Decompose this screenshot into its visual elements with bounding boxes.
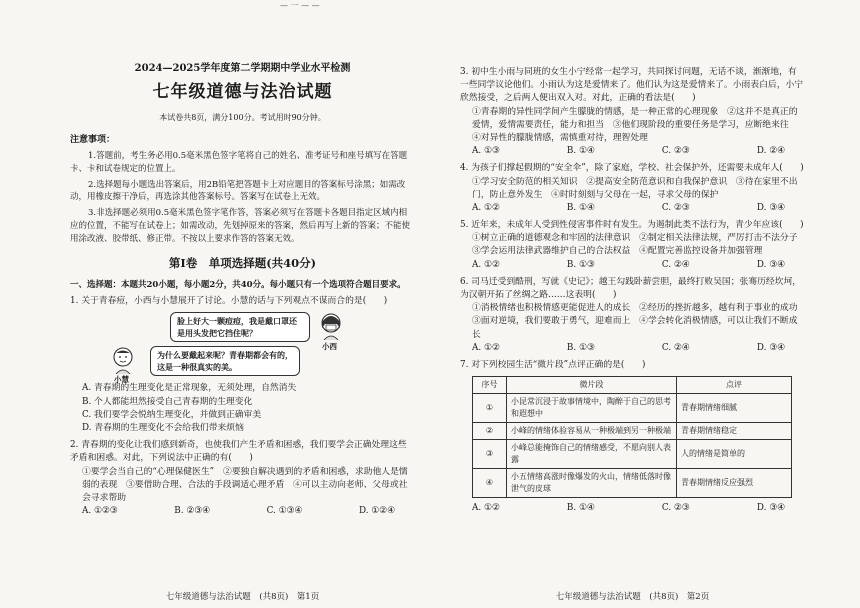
right-page — [460, 62, 805, 515]
option-c[interactable]: C. ①③④ — [266, 506, 303, 517]
question-stem: 3. 初中生小雨与同班的女生小宁经常一起学习，共同探讨问题，无话不谈，渐渐地，有一些同学议论他们。小雨认为这是爱情来了。他们认为这是爱情来了。小雨表白后，小宁欣然接受，之后两人便出双入对。对此，正确的看法是( ) — [460, 67, 804, 104]
option-b[interactable]: B. ①④ — [566, 503, 595, 514]
option-a[interactable]: A. ①③ — [472, 146, 500, 157]
table-row — [473, 394, 792, 423]
name-girl: 小西 — [322, 342, 337, 352]
option-b[interactable]: B. ①④ — [566, 202, 595, 213]
table-header-row — [473, 377, 792, 394]
exam-title: 七年级道德与法治试题 — [152, 82, 333, 102]
option-d[interactable]: D. ③④ — [756, 503, 785, 514]
option-d[interactable]: D. ②④ — [756, 146, 785, 157]
table-cell: ④ — [473, 469, 507, 498]
option-d[interactable]: D. ③④ — [756, 342, 785, 353]
table-cell: 小峰总能掩饰自己的情绪感受，不愿向别人表露 — [507, 440, 677, 469]
option-b[interactable]: B. ①③ — [566, 342, 595, 353]
question-2 — [70, 439, 415, 518]
section-instruction: 一、选择题：本题共20小题，每小题2分，共40分。每小题只有一个选项符合题目要求。 — [70, 279, 406, 290]
question-6 — [460, 276, 805, 355]
options-row — [460, 145, 805, 158]
header-cell: 序号 — [473, 377, 507, 394]
table-cell: 青春期情绪反应强烈 — [677, 469, 792, 498]
option-a[interactable]: A. ①② — [472, 503, 500, 514]
option-b[interactable]: B. ①③ — [566, 259, 595, 270]
name-boy: 小慧 — [114, 375, 129, 385]
table-cell: 小昆常沉浸于故事情境中，陶醉于自己的思考和遐想中 — [507, 394, 677, 423]
question-4 — [460, 162, 805, 215]
table-cell: ① — [473, 394, 507, 423]
top-residue: — 一 — — — [280, 1, 320, 10]
options-row — [460, 202, 805, 215]
option-b[interactable]: B. 个人都能坦然接受自己青春期的生理变化 — [82, 396, 253, 407]
question-stem: 5. 近年来，未成年人受到性侵害事件时有发生。为遏制此类不法行为，青少年应该( ) — [460, 220, 804, 231]
dialog-illustration — [110, 312, 360, 385]
question-stem: 4. 为孩子们撑起假期的“安全伞”，除了家庭，学校、社会保护外，还需要未成年人( ) — [460, 163, 804, 174]
speech-bubble-girl: 脸上好大一颗痘痘，我是戴口罩还是用头发把它挡住呢？ — [170, 312, 310, 342]
notice-item: 1.答题前，考生务必用0.5毫米黑色签字笔将自己的姓名、准考证号和座号填写在答题卡、卡和试卷规定的位置上。 — [70, 151, 408, 174]
option-b[interactable]: B. ①④ — [566, 146, 595, 157]
option-b[interactable]: B. ②③④ — [174, 506, 210, 517]
options-row — [460, 259, 805, 272]
statement-list: ①消极情绪也积极情感更能促进人的成长 ②经历的挫折越多，越有利于事业的成功 ③面对逆境，我们要敢于勇气，迎难而上 ④学会转化消极情感，可以让我们不断成长 — [472, 303, 807, 340]
page-footer-right: 七年级道德与法治试题 (共8页) 第2页 — [555, 592, 710, 602]
notice — [70, 134, 415, 246]
option-c[interactable]: C. ②③ — [661, 202, 690, 213]
statement-list: ①要学会当自己的“心理保健医生” ②要独自解决遇到的矛盾和困惑，求助他人是懦弱的表现 ③要借助合理、合法的手段调适心理矛盾 ④可以主动向老师、父母或社会寻求帮助 — [82, 466, 408, 503]
table-cell: 青春期情绪细腻 — [677, 394, 792, 423]
question-stem: 2. 青春期的变化让我们感到新奇，也使我们产生矛盾和困惑，我们要学会正确处理这些矛盾和困惑。对此，下列说法中正确的有( ) — [70, 440, 407, 464]
notice-item: 3.非选择题必须用0.5毫米黑色签字笔作答，答案必须写在答题卡各题目指定区域内相应的位置，不能写在试卷上；如需改动，先划掉原来的答案，然后再写上新的答案；不能使用涂改液、胶带纸、修正带。不按以上要求作答的答案无效。 — [70, 208, 411, 244]
option-c[interactable]: C. ②③ — [661, 146, 690, 157]
notice-title: 注意事项： — [70, 134, 116, 145]
table-row — [473, 440, 792, 469]
statement-list: ①树立正确的道德观念和牢固的法律意识 ②制定相关法律法规，严厉打击不法分子 ③学会运用法律武器维护自己的合法权益 ④配置完善监控设备并加强管理 — [472, 233, 807, 257]
boy-icon — [110, 346, 136, 374]
header-cell: 点评 — [677, 377, 792, 394]
table-cell: 小五情绪高涨时像爆发的火山，情绪低落时像泄气的皮球 — [507, 469, 677, 498]
question-1 — [70, 295, 415, 435]
question-5 — [460, 219, 805, 272]
question-3 — [460, 66, 805, 158]
question-stem: 1. 关于青春痘，小西与小慧展开了讨论。小慧的话与下列观点不谋而合的是( ) — [70, 296, 388, 307]
options-row — [460, 342, 805, 355]
speech-bubble-boy: 为什么要戴起来呢？青春期都会有的，这是一种很真实的美。 — [150, 346, 300, 376]
option-d[interactable]: D. ③④ — [756, 259, 785, 270]
page-footer-left: 七年级道德与法治试题 (共8页) 第1页 — [165, 592, 320, 602]
table-row — [473, 469, 792, 498]
table-cell: ③ — [473, 440, 507, 469]
option-c[interactable]: C. ②④ — [661, 342, 690, 353]
option-a[interactable]: A. ①② — [472, 259, 500, 270]
statement-list: ①青春期的异性同学间产生朦胧的情感，是一种正常的心理现象 ②这并不是真正的爱情，爱情需要责任，能力和担当 ③他们现阶段的重要任务是学习，应断绝来往 ④对异性的朦胧情感，需慎重对待，理智处理 — [472, 106, 798, 143]
option-a[interactable]: A. ①②③ — [82, 506, 118, 517]
left-page — [70, 55, 415, 518]
option-a[interactable]: A. ①② — [472, 202, 500, 213]
exam-subtitle: 2024—2025学年度第二学期期中学业水平检测 — [134, 63, 351, 74]
table-cell: 小峰的情绪体验容易从一种极端到另一种极端 — [507, 423, 677, 440]
notice-item: 2.选择题每小题选出答案后，用2B铅笔把答题卡上对应题目的答案标号涂黑；如需改动，用橡皮擦干净后，再选涂其他答案标号。答案写在试卷上无效。 — [70, 179, 406, 203]
table-cell: ② — [473, 423, 507, 440]
option-a[interactable]: A. ①② — [472, 342, 500, 353]
section-title: 第Ⅰ卷 单项选择题(共40分) — [168, 256, 317, 271]
exam-info: 本试卷共8页，满分100分。考试用时90分钟。 — [159, 112, 326, 122]
option-d[interactable]: D. ①②④ — [358, 506, 395, 517]
option-d[interactable]: D. 青春期的生理变化不会给我们带来烦恼 — [82, 423, 244, 433]
question-stem: 6. 司马迁受到酷刑，写就《史记》；越王勾践卧薪尝胆，最终打败吴国；张骞历经坎坷，为汉朝开拓了丝绸之路……这表明( ) — [460, 276, 802, 300]
table-row — [473, 423, 792, 440]
options-row — [70, 505, 415, 518]
girl-icon — [318, 312, 344, 340]
option-c[interactable]: C. 我们要学会悦纳生理变化，并做到正确审美 — [82, 409, 262, 420]
statement-list: ①学习安全防范的相关知识 ②提高安全防范意识和自我保护意识 ③待在家里不出门，防止意外发生 ④时时刻刻与父母在一起，寻求父母的保护 — [472, 176, 798, 200]
table-cell: 青春期情绪稳定 — [677, 423, 792, 440]
options-row — [460, 502, 805, 515]
option-d[interactable]: D. ③④ — [756, 202, 785, 213]
snippet-table — [472, 376, 792, 498]
question-7 — [460, 359, 805, 515]
table-cell: 人的情绪是简单的 — [677, 440, 792, 469]
header-cell: 微片段 — [507, 377, 677, 394]
question-stem: 7. 对下列校园生活“微片段”点评正确的是( ) — [460, 359, 646, 370]
option-a[interactable]: A. 青春期的生理变化是正常现象，无须处理，自然消失 — [82, 383, 297, 394]
option-c[interactable]: C. ②③ — [661, 503, 690, 514]
option-c[interactable]: C. ②④ — [661, 259, 690, 270]
